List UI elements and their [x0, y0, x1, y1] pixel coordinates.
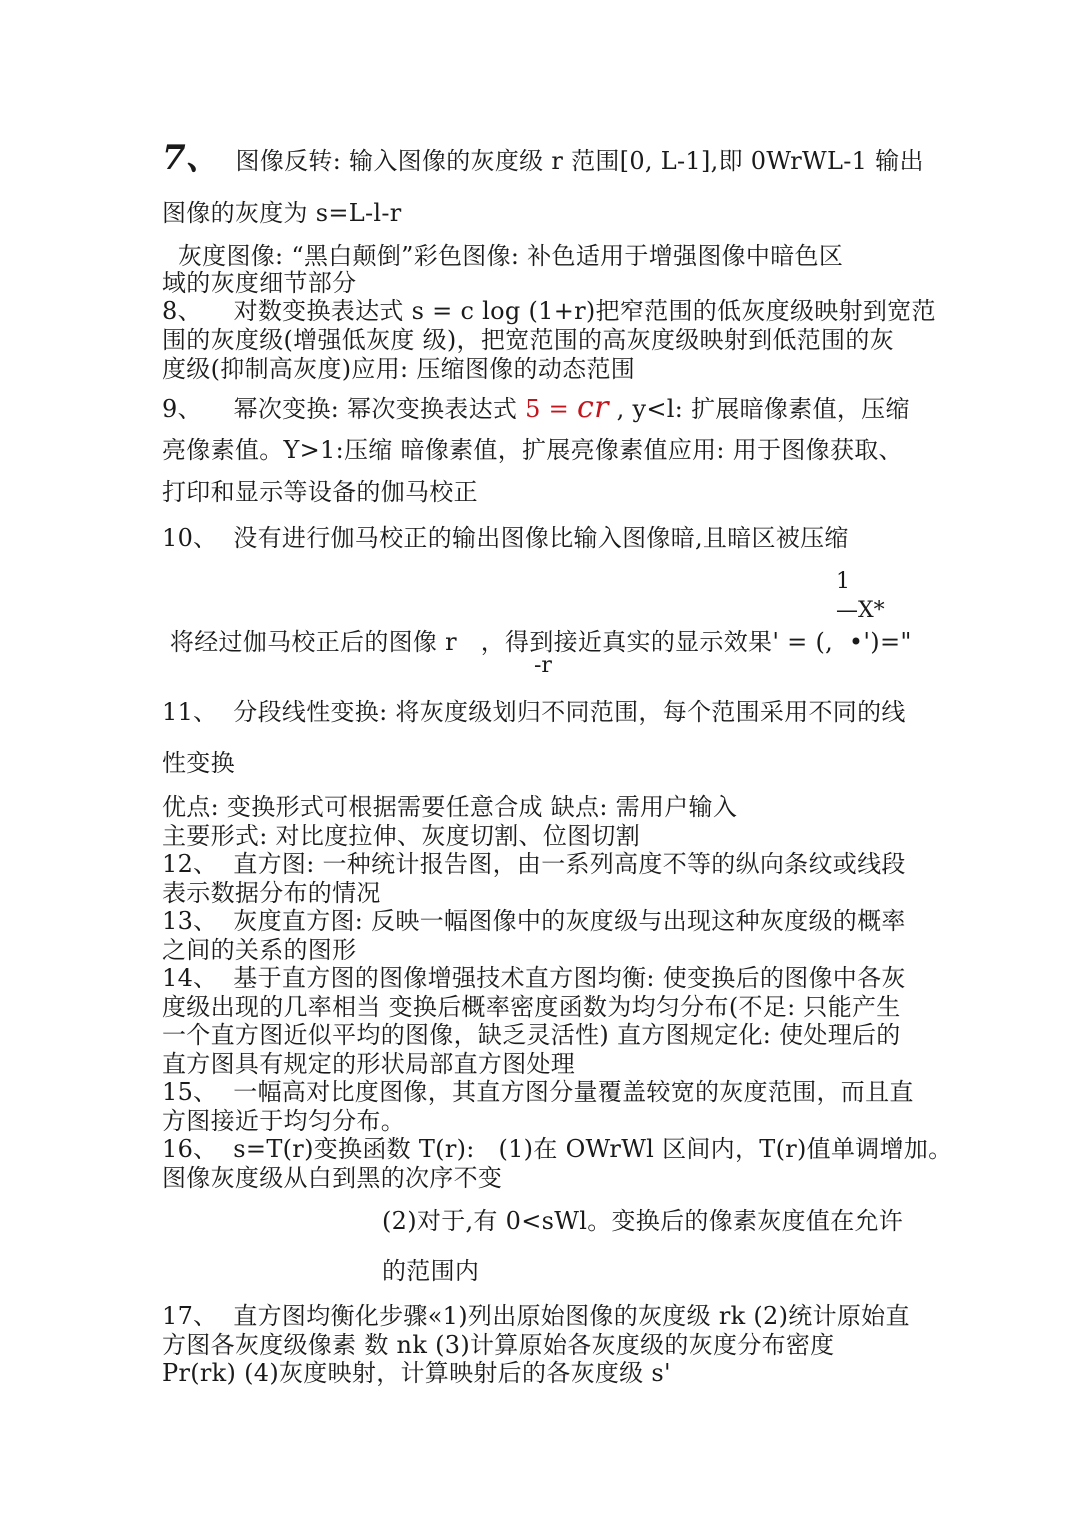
item7-line2: 图像的灰度为 s=L-l-r — [162, 199, 402, 227]
item15-line1: 15、 一幅高对比度图像，其直方图分量覆盖较宽的灰度范围，而且直 — [162, 1078, 914, 1106]
item14-line3: 一个直方图近似平均的图像，缺乏灵活性) 直方图规定化: 使处理后的 — [162, 1021, 901, 1049]
item8-line3: 度级(抑制高灰度)应用: 压缩图像的动态范围 — [162, 355, 636, 383]
item7-line4: 域的灰度细节部分 — [162, 269, 357, 297]
item9-line2: 亮像素值。Y>1:压缩 暗像素值，扩展亮像素值应用: 用于图像获取、 — [162, 436, 903, 464]
item12-line1: 12、 直方图: 一种统计报告图，由一系列高度不等的纵向条纹或线段 — [162, 850, 906, 878]
item13-line2: 之间的关系的图形 — [162, 936, 357, 964]
item8-line2: 围的灰度级(增强低灰度 级)，把宽范围的高灰度级映射到低范围的灰 — [162, 326, 894, 354]
item9-line3: 打印和显示等设备的伽马校正 — [162, 478, 478, 506]
item12-line2: 表示数据分布的情况 — [162, 879, 381, 907]
item14-line2: 度级出现的几率相当 变换后概率密度函数为均匀分布(不足: 只能产生 — [162, 993, 901, 1021]
item11-line1: 11、 分段线性变换: 将灰度级划归不同范围，每个范围采用不同的线 — [162, 698, 906, 726]
item10-fraction-top: 1 — [836, 569, 850, 594]
item11-line2: 性变换 — [162, 749, 235, 777]
item9-formula-cr: cr — [576, 390, 609, 425]
item15-line2: 方图接近于均匀分布。 — [162, 1107, 405, 1135]
item10-line2: 将经过伽马校正后的图像 r ，得到接近真实的显示效果' = (, •')=" — [162, 628, 912, 656]
item7-number: 7、 — [162, 138, 220, 178]
item7-line3: 灰度图像: “黑白颠倒”彩色图像: 补色适用于增强图像中暗色区 — [162, 242, 844, 270]
item16-line4: 的范围内 — [382, 1257, 480, 1285]
item9-line1 — [162, 390, 910, 425]
item14-line4: 直方图具有规定的形状局部直方图处理 — [162, 1050, 576, 1078]
item7-line1 — [162, 138, 924, 178]
item10-fraction-mid: —X* — [836, 598, 885, 623]
item9-text1: 9、 幂次变换: 幂次变换表达式 — [162, 395, 526, 423]
item7-text1: 图像反转: 输入图像的灰度级 r 范围[0, L-1],即 0WrWL-1 输出 — [235, 147, 924, 175]
item9-text2: , y<l: 扩展暗像素值，压缩 — [608, 395, 910, 423]
item17-line2: 方图各灰度级像素 数 nk (3)计算原始各灰度级的灰度分布密度 — [162, 1331, 835, 1359]
item11-line4: 主要形式: 对比度拉伸、灰度切割、位图切割 — [162, 822, 641, 850]
item16-line3: (2)对于,有 0<sWl。变换后的像素灰度值在允许 — [382, 1207, 904, 1235]
item10-fraction-sub: -r — [534, 653, 552, 678]
item11-line3: 优点: 变换形式可根据需要任意合成 缺点: 需用户输入 — [162, 793, 738, 821]
item13-line1: 13、 灰度直方图: 反映一幅图像中的灰度级与出现这种灰度级的概率 — [162, 907, 906, 935]
item17-line3: Pr(rk) (4)灰度映射，计算映射后的各灰度级 s' — [162, 1359, 671, 1387]
item17-line1: 17、 直方图均衡化步骤«1)列出原始图像的灰度级 rk (2)统计原始直 — [162, 1302, 910, 1330]
item8-line1: 8、 对数变换表达式 s = c log (1+r)把窄范围的低灰度级映射到宽范 — [162, 297, 936, 325]
item10-line1: 10、 没有进行伽马校正的输出图像比输入图像暗,且暗区被压缩 — [162, 524, 849, 552]
item16-line1: 16、 s=T(r)变换函数 T(r): (1)在 OWrWl 区间内，T(r)值单调增加。 — [162, 1135, 953, 1163]
item14-line1: 14、 基于直方图的图像增强技术直方图均衡: 使变换后的图像中各灰 — [162, 964, 906, 992]
item9-formula-s: 5 = — [525, 395, 577, 423]
item16-line2: 图像灰度级从白到黑的次序不变 — [162, 1164, 503, 1192]
